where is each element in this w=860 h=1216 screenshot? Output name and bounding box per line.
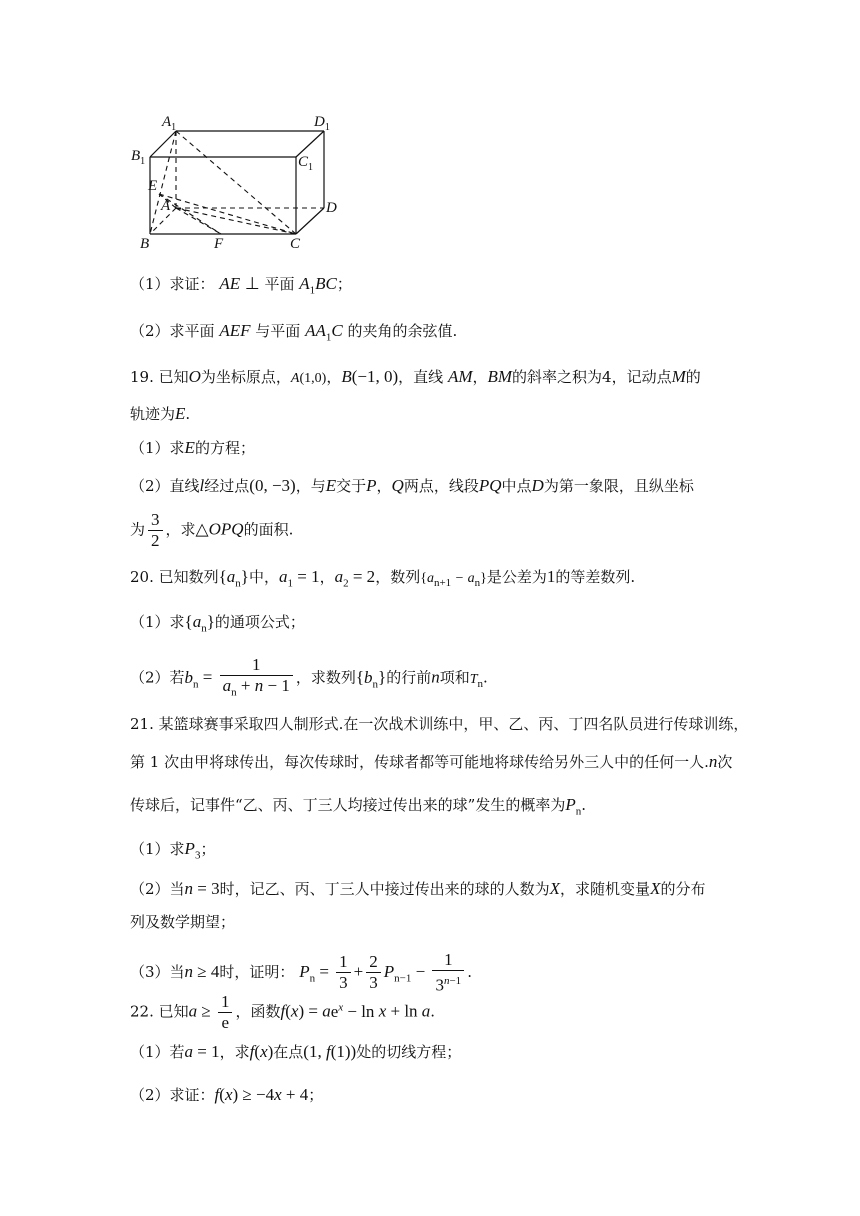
q19-stem-line2: 轨迹为E.: [130, 404, 191, 423]
q19-part2-line2: 为 $\frac{3}{2}$ ，求△OPQ的面积.: [130, 510, 294, 550]
q20-part1: （1）求$\{a_n\}$的通项公式；: [130, 612, 305, 635]
q21-stem-line2: 第 1 次由甲将球传出，每次传球时，传球者都等可能地将球传给另外三人中的任何一人.n次: [130, 752, 733, 771]
edge-c-d: [296, 208, 324, 234]
label-b: B: [140, 236, 150, 252]
label-c1: $C_1$: [298, 154, 314, 173]
label-d: D: [326, 200, 337, 216]
q20-part2: （2）若$b_n$ = $\frac{1}{a_n + n - 1}$ ，求数列$\{b_n\}$的行前n项和$T_n$.: [130, 655, 488, 699]
seg-a-c: [176, 208, 296, 234]
seg-e-c: [159, 194, 296, 234]
q20-stem: 20. 已知数列$\{a_n\}$中，$a_1 = 1$，$a_2 = 2$，数列$\{a_{n+1} - a_n\}$是公差为1的等差数列.: [130, 567, 636, 590]
q18-part2: （2）求平面 AEF 与平面 $AA_1C$ 的夹角的余弦值.: [130, 321, 458, 344]
q22-part2: （2）求证：f(x) ≥ −4x + 4；: [130, 1085, 324, 1104]
label-c: C: [290, 236, 301, 252]
label-a: A: [161, 198, 171, 214]
q21-part2-line2: 列及数学期望；: [130, 913, 236, 931]
label-a1: $A_1$: [162, 114, 177, 133]
q21-part2-line1: （2）当n = 3时，记乙、丙、丁三人中接过传出来的球的人数为X，求随机变量X的分布: [130, 879, 706, 898]
q19-part2-line1: （2）直线l经过点(0, −3)，与E交于P，Q两点，线段PQ中点D为第一象限，且纵坐标: [130, 476, 694, 495]
q22-part1: （1）若a = 1，求f(x)在点(1, f(1))处的切线方程；: [130, 1042, 462, 1061]
q19-part1: （1）求E的方程；: [130, 438, 255, 457]
q19-stem-line1: 19. 已知O为坐标原点，A(1,0)，B(−1, 0)，直线 AM，BM的斜率之积为4，记动点M的: [130, 367, 701, 386]
label-b1: $B_1$: [131, 148, 146, 167]
q21-stem-line3: 传球后，记事件“乙、丙、丁三人均接过传出来的球”发生的概率为$P_n$.: [130, 795, 587, 818]
label-d1: $D_1$: [314, 114, 330, 133]
q21-stem-line1: 21. 某篮球赛事采取四人制形式.在一次战术训练中，甲、乙、丙、丁四名队员进行传球训练，: [130, 715, 749, 733]
label-f: F: [214, 236, 224, 252]
q21-part1: （1）求$P_3$；: [130, 839, 216, 862]
edge-a1-b1: [150, 131, 176, 157]
prism-figure: [128, 110, 358, 255]
label-e: E: [148, 178, 158, 194]
q18-part1: （1）求证： AE ⊥ 平面 $A_1BC$；: [130, 274, 352, 297]
q21-part3: （3）当n ≥ 4时，证明： $P_n$ = $\frac{1}{3}$ + $\frac{2}{3}$ $P_{n-1}$ − $\frac{1}{3^{n-1}}$ .: [130, 950, 472, 995]
q22-stem: 22. 已知a ≥ $\frac{1}{e}$ ，函数$f(x) = ae^x - \ln x + \ln a$.: [130, 992, 436, 1032]
